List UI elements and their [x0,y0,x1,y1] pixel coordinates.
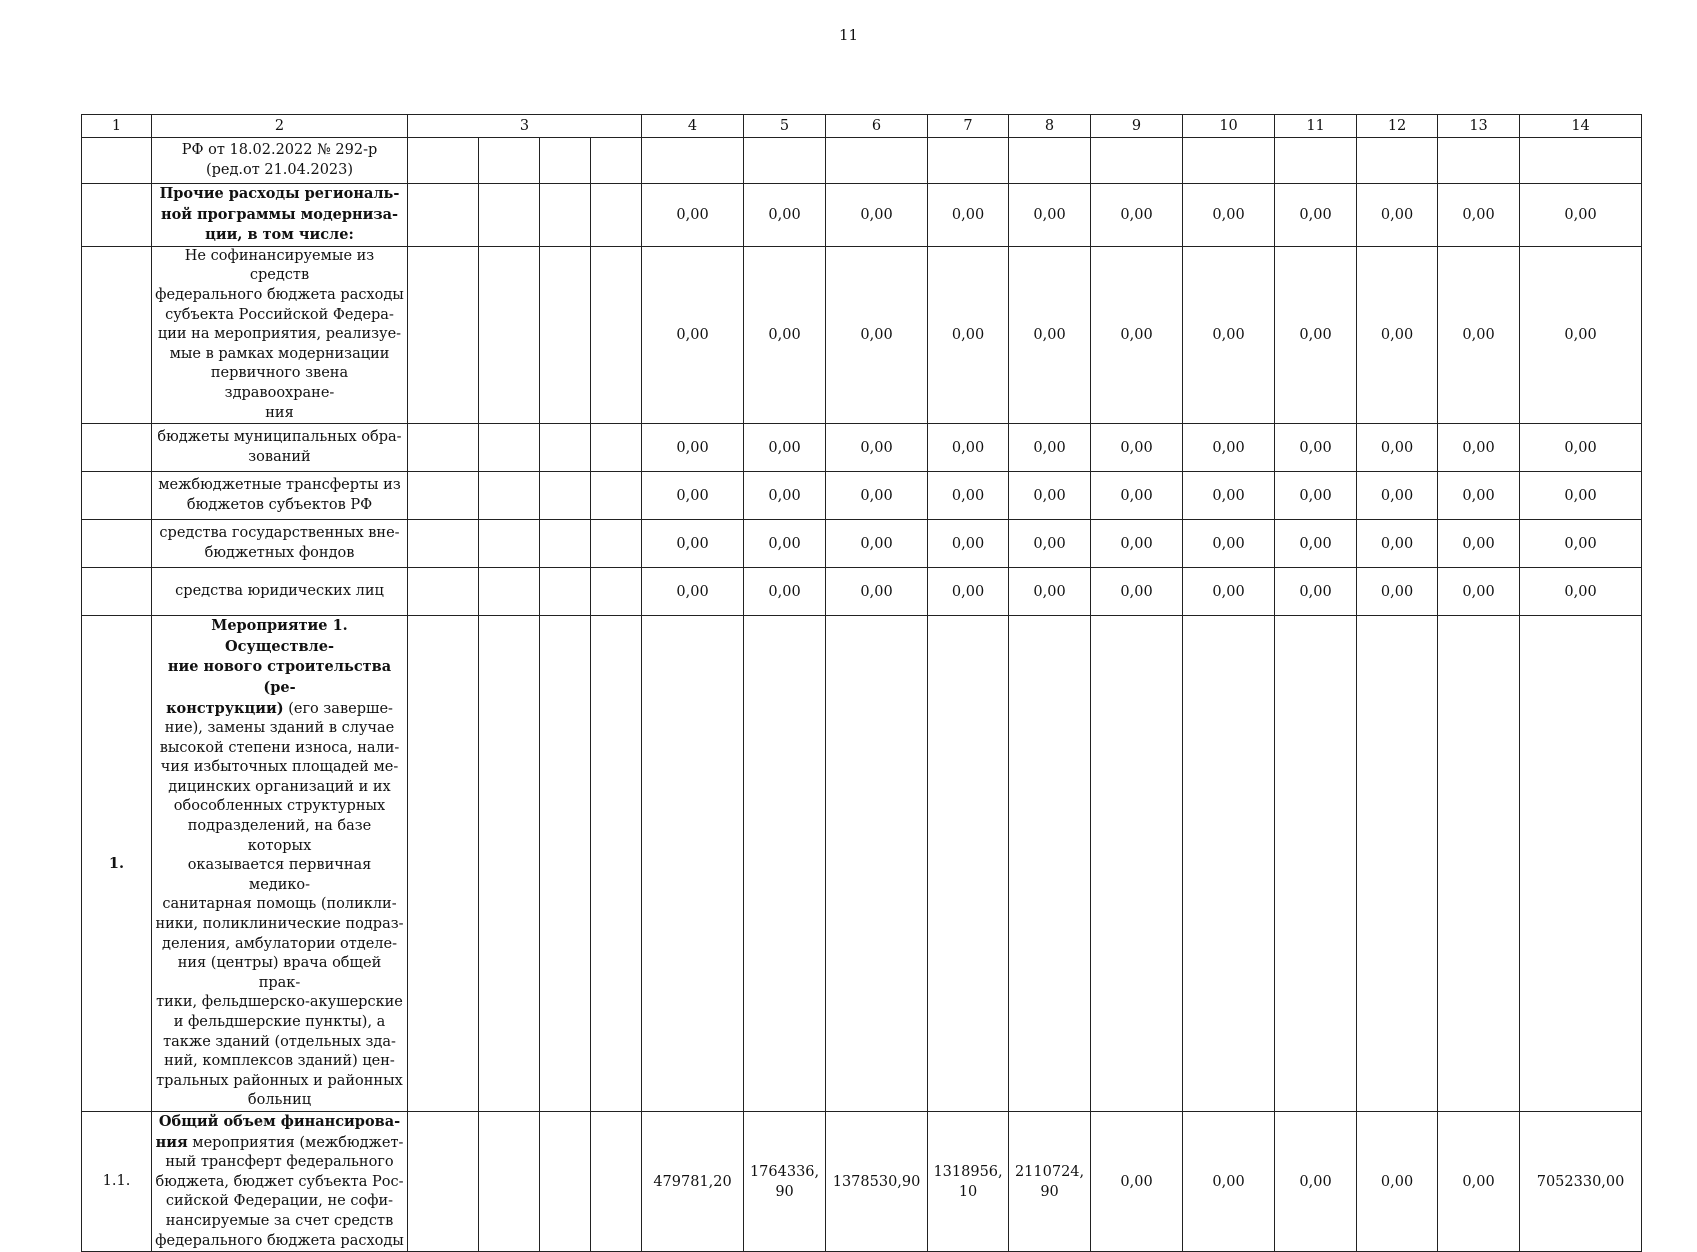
empty-cell [408,246,479,423]
description-line: чия избыточных площадей ме- [160,759,399,776]
value-cell [1275,616,1357,1112]
value-cell: 0,00 [1183,424,1275,472]
value-cell: 0,00 [1091,1111,1183,1251]
description-line: субъекта Российской Федера- [165,306,394,323]
value-cell: 0,00 [1275,246,1357,423]
value-cell: 0,00 [928,520,1009,568]
description-line: (ред.от 21.04.2023) [205,161,354,178]
row-description [152,184,408,247]
description-line: Не софинансируемые из средств [184,247,375,284]
description-line: ний, комплексов зданий) цен- [164,1053,395,1070]
row-number: 1.1. [82,1111,152,1251]
value-cell: 0,00 [826,520,928,568]
value-cell: 0,00 [826,424,928,472]
value-cell: 0,00 [1091,246,1183,423]
empty-cell [479,184,540,247]
value-cell: 0,00 [1357,568,1438,616]
empty-cell [408,520,479,568]
description-line: ции, в том числе: [205,226,354,244]
value-cell: 0,00 [1183,184,1275,247]
column-number: 12 [1357,115,1438,138]
table-row [82,246,1642,423]
empty-cell [408,138,479,184]
row-description [152,1111,408,1251]
value-cell: 479781,20 [642,1111,744,1251]
value-cell [1520,138,1642,184]
row-description [152,520,408,568]
description-line: средства государственных вне- [159,525,400,542]
column-number: 1 [82,115,152,138]
column-number: 7 [928,115,1009,138]
empty-cell [540,520,591,568]
value-cell: 0,00 [1520,568,1642,616]
row-description [152,246,408,423]
description-line: бюджетных фондов [204,544,355,561]
description-line: нансируемые за счет средств [165,1212,394,1229]
row-number [82,246,152,423]
value-cell: 0,00 [826,184,928,247]
column-number: 3 [408,115,642,138]
value-cell [1275,138,1357,184]
row-number [82,138,152,184]
table-row [82,1111,1642,1251]
description-line: Прочие расходы региональ- [159,185,400,202]
value-cell [1009,616,1091,1112]
description-line: федерального бюджета расходы [155,1232,404,1249]
table-row [82,424,1642,472]
empty-cell [408,472,479,520]
value-cell: 0,00 [1357,246,1438,423]
value-cell: 0,00 [1520,246,1642,423]
table-row [82,138,1642,184]
value-cell: 0,00 [1275,568,1357,616]
empty-cell [540,424,591,472]
value-cell: 0,00 [642,246,744,423]
description-line: ние нового строительства (ре- [167,658,392,696]
value-cell: 0,00 [1009,246,1091,423]
value-cell: 0,00 [744,520,826,568]
empty-cell [540,246,591,423]
value-cell [1438,138,1520,184]
description-line: бюджетов субъектов РФ [186,496,373,513]
value-cell: 0,00 [928,246,1009,423]
value-cell: 7052330,00 [1520,1111,1642,1251]
value-cell [1438,616,1520,1112]
value-cell: 0,00 [642,424,744,472]
empty-cell [479,616,540,1112]
description-line: РФ от 18.02.2022 № 292-р [181,141,378,158]
empty-cell [479,138,540,184]
value-cell: 0,00 [642,472,744,520]
empty-cell [479,472,540,520]
value-cell: 0,00 [1275,1111,1357,1251]
column-number: 9 [1091,115,1183,138]
empty-cell [591,616,642,1112]
value-cell: 0,00 [1438,472,1520,520]
empty-cell [591,472,642,520]
value-cell: 0,00 [1183,246,1275,423]
value-cell: 0,00 [928,424,1009,472]
value-cell [1091,138,1183,184]
value-cell: 0,00 [1183,568,1275,616]
value-cell: 0,00 [826,568,928,616]
row-number: 1. [82,616,152,1112]
value-cell: 0,00 [1091,568,1183,616]
description-line: ния мероприятия (межбюджет- [155,1133,404,1151]
description-line: тральных районных и районных [156,1072,403,1089]
description-line: Общий объем финансирова- [158,1112,401,1130]
value-cell: 0,00 [642,568,744,616]
row-description [152,568,408,616]
row-description [152,472,408,520]
value-cell [1183,138,1275,184]
description-line: ние), замены зданий в случае [164,720,395,737]
value-cell: 0,00 [1520,520,1642,568]
value-cell: 0,00 [1183,472,1275,520]
empty-cell [591,246,642,423]
description-line: конструкции) (его заверше- [166,699,393,717]
description-line: подразделений, на базе которых [187,818,372,854]
description-line: высокой степени износа, нали- [159,739,400,756]
empty-cell [540,1111,591,1251]
empty-cell [479,246,540,423]
value-cell: 0,00 [1357,1111,1438,1251]
empty-cell [408,184,479,247]
table-row [82,616,1642,1112]
value-cell: 0,00 [1275,424,1357,472]
description-line: бюджеты муниципальных обра- [157,429,402,446]
description-line: первичного звена здравоохране- [210,365,349,401]
column-number: 13 [1438,115,1520,138]
value-cell: 0,00 [1091,424,1183,472]
budget-table [81,114,1642,1252]
empty-cell [479,568,540,616]
value-cell: 0,00 [642,184,744,247]
empty-cell [591,1111,642,1251]
value-cell: 0,00 [1009,424,1091,472]
description-line: ния [265,404,294,421]
empty-cell [591,138,642,184]
column-number: 5 [744,115,826,138]
empty-cell [540,472,591,520]
empty-cell [591,520,642,568]
empty-cell [479,1111,540,1251]
value-cell [1520,616,1642,1112]
row-description [152,138,408,184]
value-cell: 0,00 [1438,424,1520,472]
description-line: ной программы модерниза- [160,205,399,223]
description-line: оказывается первичная медико- [187,857,372,893]
description-line: также зданий (отдельных зда- [163,1033,396,1050]
value-cell [642,616,744,1112]
value-cell [1183,616,1275,1112]
description-line: санитарная помощь (поликли- [162,896,397,913]
empty-cell [479,520,540,568]
value-cell [744,138,826,184]
value-cell: 0,00 [1009,568,1091,616]
row-number [82,424,152,472]
value-cell: 0,00 [826,246,928,423]
value-cell: 0,00 [744,184,826,247]
description-line: ния (центры) врача общей прак- [177,955,382,991]
value-cell [1357,616,1438,1112]
value-cell: 0,00 [1438,246,1520,423]
table-row [82,472,1642,520]
value-cell: 0,00 [1520,472,1642,520]
column-number: 2 [152,115,408,138]
description-line: больниц [247,1092,312,1109]
description-line: дицинских организаций и их [168,778,391,795]
column-number: 14 [1520,115,1642,138]
table-row [82,184,1642,247]
empty-cell [540,616,591,1112]
empty-cell [479,424,540,472]
value-cell: 0,00 [1438,568,1520,616]
value-cell: 0,00 [1183,1111,1275,1251]
value-cell: 1318956, 10 [928,1111,1009,1251]
description-line: ный трансферт федерального [165,1154,394,1171]
description-line: и фельдшерские пункты), а [173,1014,386,1030]
value-cell: 0,00 [1357,424,1438,472]
description-line: сийской Федерации, не софи- [165,1193,394,1210]
description-line: федерального бюджета расходы [155,286,404,303]
value-cell: 0,00 [1275,520,1357,568]
column-number: 6 [826,115,928,138]
value-cell: 0,00 [1357,184,1438,247]
value-cell [826,616,928,1112]
value-cell: 0,00 [744,472,826,520]
value-cell: 0,00 [928,472,1009,520]
value-cell: 0,00 [1275,472,1357,520]
value-cell: 0,00 [1438,184,1520,247]
empty-cell [540,184,591,247]
empty-cell [408,1111,479,1251]
value-cell: 0,00 [1438,1111,1520,1251]
description-line: межбюджетные трансферты из [158,477,401,494]
value-cell: 1378530,90 [826,1111,928,1251]
value-cell: 2110724, 90 [1009,1111,1091,1251]
row-number [82,568,152,616]
row-number [82,184,152,247]
description-line: средства юридических лиц [175,582,384,599]
table-row [82,568,1642,616]
description-line: деления, амбулатории отделе- [162,935,397,952]
value-cell: 0,00 [1357,472,1438,520]
column-number: 11 [1275,115,1357,138]
empty-cell [408,568,479,616]
value-cell [928,616,1009,1112]
empty-cell [540,568,591,616]
description-line: тики, фельдшерско-акушерские [156,994,403,1011]
column-number: 8 [1009,115,1091,138]
column-number-row [82,115,1642,138]
value-cell: 0,00 [1520,424,1642,472]
empty-cell [591,568,642,616]
description-line: обособленных структурных [173,798,386,815]
description-line: зований [248,448,311,465]
value-cell: 0,00 [1520,184,1642,247]
page-number: 11 [838,26,859,44]
value-cell: 0,00 [1091,472,1183,520]
value-cell: 0,00 [1009,184,1091,247]
description-line: Мероприятие 1. Осуществле- [211,617,348,655]
value-cell [744,616,826,1112]
description-line: мые в рамках модернизации [169,345,390,362]
table-row [82,520,1642,568]
empty-cell [540,138,591,184]
empty-cell [591,184,642,247]
empty-cell [591,424,642,472]
value-cell [642,138,744,184]
value-cell: 0,00 [744,424,826,472]
row-description [152,616,408,1112]
column-number: 10 [1183,115,1275,138]
column-number: 4 [642,115,744,138]
value-cell: 0,00 [1091,520,1183,568]
value-cell: 0,00 [826,472,928,520]
empty-cell [408,424,479,472]
value-cell [1009,138,1091,184]
value-cell: 0,00 [642,520,744,568]
value-cell: 0,00 [1009,520,1091,568]
description-line: ники, поликлинические подраз- [155,916,404,933]
value-cell: 0,00 [744,246,826,423]
value-cell: 0,00 [928,568,1009,616]
value-cell [826,138,928,184]
description-line: бюджета, бюджет субъекта Рос- [155,1173,404,1190]
value-cell: 0,00 [928,184,1009,247]
description-line: ции на мероприятия, реализуе- [157,326,402,343]
value-cell: 0,00 [1183,520,1275,568]
value-cell [1357,138,1438,184]
row-number [82,472,152,520]
value-cell: 0,00 [1438,520,1520,568]
row-description [152,424,408,472]
value-cell: 1764336, 90 [744,1111,826,1251]
value-cell: 0,00 [1357,520,1438,568]
value-cell: 0,00 [1091,184,1183,247]
row-number [82,520,152,568]
value-cell: 0,00 [744,568,826,616]
value-cell: 0,00 [1009,472,1091,520]
empty-cell [408,616,479,1112]
value-cell [928,138,1009,184]
value-cell: 0,00 [1275,184,1357,247]
value-cell [1091,616,1183,1112]
